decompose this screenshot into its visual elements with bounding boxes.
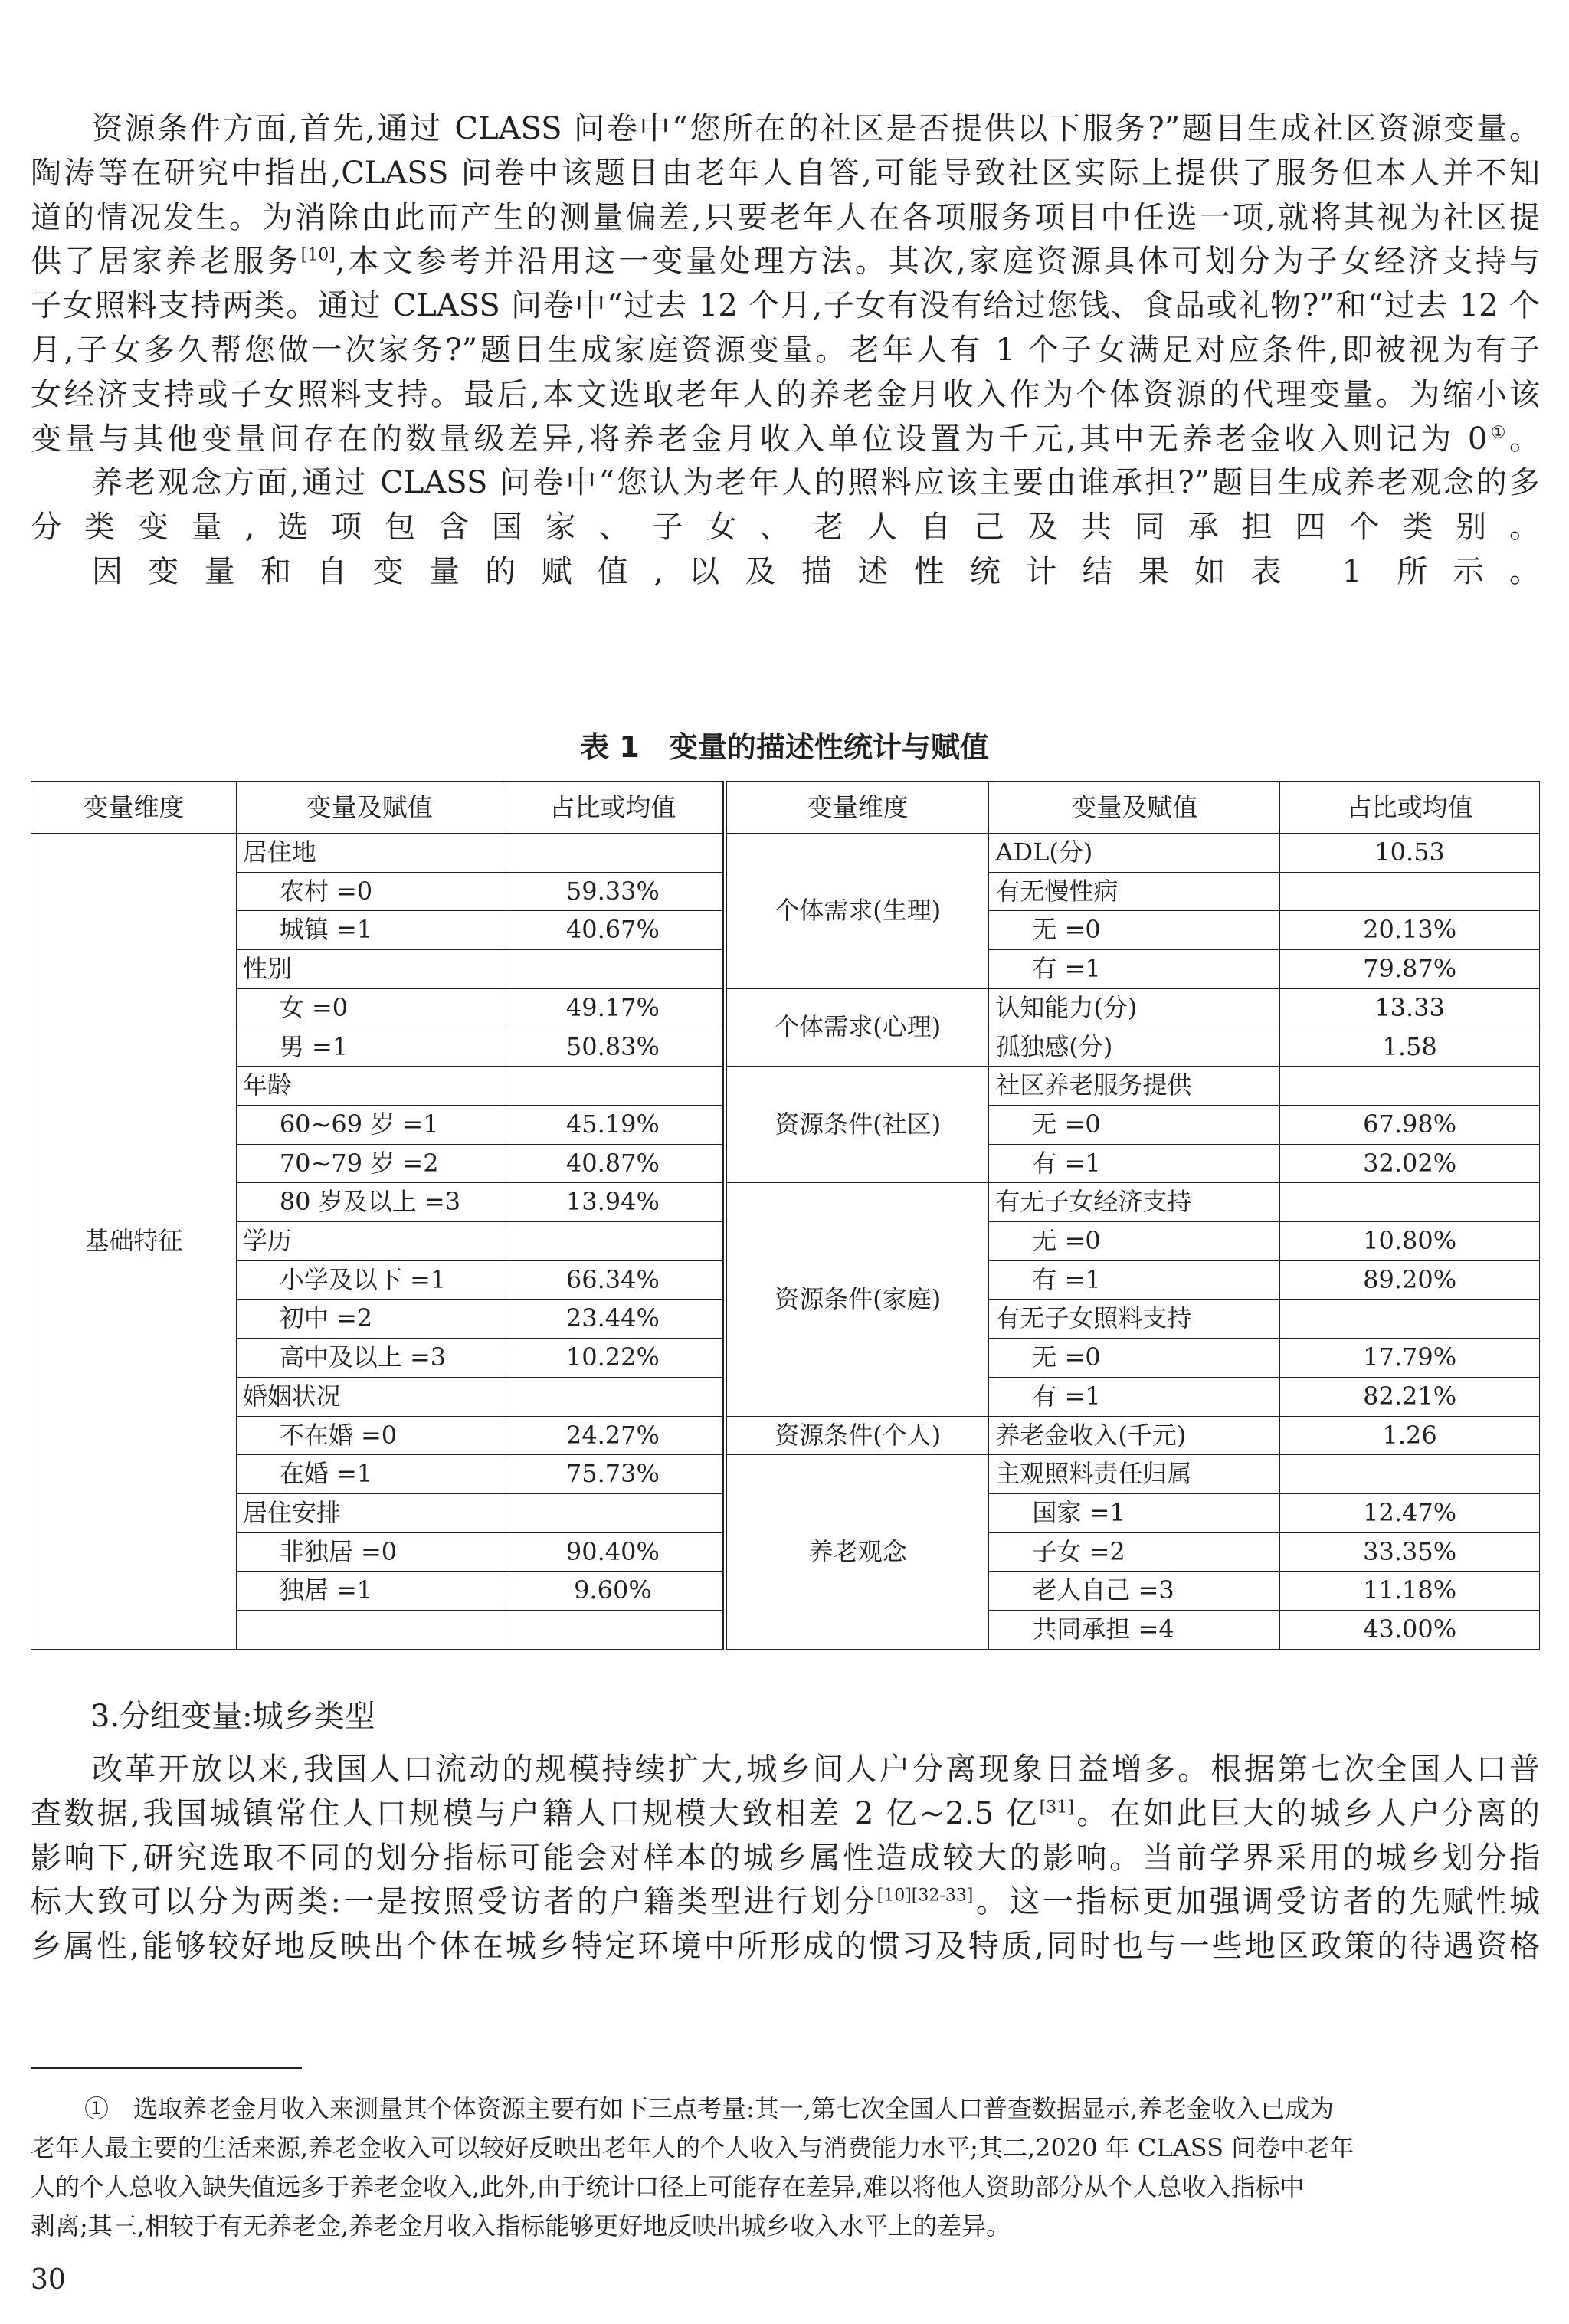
value-cell bbox=[503, 1611, 725, 1650]
value-cell: 66.34% bbox=[503, 1260, 725, 1300]
text-fragment: 供了居家养老服务 bbox=[31, 244, 301, 280]
value-cell: 90.40% bbox=[503, 1532, 725, 1572]
variable-cell: 婚姻状况 bbox=[236, 1377, 503, 1416]
column-header: 变量维度 bbox=[725, 782, 989, 834]
text-fragment: 。这一指标更加强调受访者的先赋性城 bbox=[973, 1884, 1540, 1920]
value-cell: 24.27% bbox=[503, 1416, 725, 1455]
text-line: 陶涛等在研究中指出,CLASS 问卷中该题目由老年人自答,可能导致社区实际上提供了服务但本人并不知 bbox=[31, 155, 1540, 191]
column-header: 占比或均值 bbox=[503, 782, 725, 834]
variable-cell: 有 =1 bbox=[989, 1260, 1280, 1300]
variable-cell: 无 =0 bbox=[989, 911, 1280, 950]
table-header-row bbox=[31, 782, 1540, 834]
variable-cell: 养老金收入(千元) bbox=[989, 1416, 1280, 1455]
value-cell bbox=[503, 1067, 725, 1106]
variable-cell: 农村 =0 bbox=[236, 872, 503, 911]
variable-cell bbox=[236, 1611, 503, 1650]
footnote-line: 老年人最主要的生活来源,养老金收入可以较好反映出老年人的个人收入与消费能力水平;其二,2020 年 CLASS 问卷中老年 bbox=[31, 2133, 1354, 2162]
text-fragment: 。在如此巨大的城乡人户分离的 bbox=[1073, 1795, 1540, 1831]
footnote-marker: ① bbox=[1487, 423, 1509, 443]
value-cell: 79.87% bbox=[1280, 950, 1540, 989]
value-cell: 17.79% bbox=[1280, 1339, 1540, 1378]
column-header: 变量及赋值 bbox=[236, 782, 503, 834]
descriptive-stats-table bbox=[31, 781, 1540, 1650]
variable-cell: 有 =1 bbox=[989, 950, 1280, 989]
text-line: 因变量和自变量的赋值,以及描述性统计结果如表 1 所示。 bbox=[92, 553, 1540, 589]
value-cell: 82.21% bbox=[1280, 1377, 1540, 1416]
value-cell bbox=[503, 950, 725, 989]
value-cell: 50.83% bbox=[503, 1028, 725, 1067]
variable-cell: 男 =1 bbox=[236, 1028, 503, 1067]
dimension-cell: 个体需求(心理) bbox=[725, 988, 989, 1066]
text-line: 女经济支持或子女照料支持。最后,本文选取老年人的养老金月收入作为个体资源的代理变量。为缩小该 bbox=[31, 376, 1540, 412]
citation: [10][32-33] bbox=[876, 1886, 974, 1906]
value-cell: 9.60% bbox=[503, 1572, 725, 1611]
variable-cell: 有无子女经济支持 bbox=[989, 1183, 1280, 1222]
variable-cell: 城镇 =1 bbox=[236, 911, 503, 950]
variable-cell: 有 =1 bbox=[989, 1144, 1280, 1183]
value-cell: 33.35% bbox=[1280, 1532, 1540, 1572]
text-fragment: 标大致可以分为两类:一是按照受访者的户籍类型进行划分 bbox=[31, 1884, 877, 1920]
text-line: 道的情况发生。为消除由此而产生的测量偏差,只要老年人在各项服务项目中任选一项,就将其视为社区提 bbox=[31, 199, 1540, 235]
text-fragment: 变量与其他变量间存在的数量级差异,将养老金月收入单位设置为千元,其中无养老金收入则记为 0 bbox=[31, 421, 1488, 457]
table-row bbox=[31, 1455, 1540, 1494]
footnote-marker: ① bbox=[84, 2094, 110, 2123]
value-cell: 13.33 bbox=[1280, 988, 1540, 1028]
footnote-line bbox=[31, 2090, 1540, 2129]
value-cell: 40.67% bbox=[503, 911, 725, 950]
column-header: 占比或均值 bbox=[1280, 782, 1540, 834]
text-line: 养老观念方面,通过 CLASS 问卷中“您认为老年人的照料应该主要由谁承担?”题目生成养老观念的多 bbox=[92, 465, 1540, 501]
variable-cell: 学历 bbox=[236, 1222, 503, 1261]
value-cell bbox=[503, 1377, 725, 1416]
variable-cell: 无 =0 bbox=[989, 1339, 1280, 1378]
variable-cell: 有 =1 bbox=[989, 1377, 1280, 1416]
variable-cell: 社区养老服务提供 bbox=[989, 1067, 1280, 1106]
section-heading: 3.分组变量:城乡类型 bbox=[90, 1699, 375, 1734]
text-fragment: 。 bbox=[1509, 421, 1540, 457]
variable-cell: ADL(分) bbox=[989, 834, 1280, 873]
text-line: 影响下,研究选取不同的划分指标可能会对样本的城乡属性造成较大的影响。当前学界采用的城乡划分指 bbox=[31, 1840, 1540, 1876]
variable-cell: 国家 =1 bbox=[989, 1493, 1280, 1532]
variable-cell: 无 =0 bbox=[989, 1105, 1280, 1144]
footnote bbox=[31, 2090, 1540, 2246]
text-fragment: 选取养老金月收入来测量其个体资源主要有如下三点考量:其一,第七次全国人口普查数据显示,养老金收入已成为 bbox=[109, 2094, 1335, 2123]
column-header: 变量维度 bbox=[31, 782, 237, 834]
dimension-cell: 资源条件(个人) bbox=[725, 1416, 989, 1455]
value-cell: 59.33% bbox=[503, 872, 725, 911]
text-line: 分类变量,选项包含国家、子女、老人自己及共同承担四个类别。 bbox=[31, 510, 1540, 546]
variable-cell: 小学及以下 =1 bbox=[236, 1260, 503, 1300]
footnote-line: 剥离;其三,相较于有无养老金,养老金月收入指标能够更好地反映出城乡收入水平上的差异。 bbox=[31, 2211, 1011, 2240]
value-cell: 67.98% bbox=[1280, 1105, 1540, 1144]
value-cell: 20.13% bbox=[1280, 911, 1540, 950]
value-cell bbox=[1280, 1067, 1540, 1106]
variable-cell: 无 =0 bbox=[989, 1222, 1280, 1261]
variable-cell: 子女 =2 bbox=[989, 1532, 1280, 1572]
variable-cell: 孤独感(分) bbox=[989, 1028, 1280, 1067]
text-fragment: 查数据,我国城镇常住人口规模与户籍人口规模大致相差 2 亿~2.5 亿 bbox=[31, 1795, 1040, 1831]
text-line: 乡属性,能够较好地反映出个体在城乡特定环境中所形成的惯习及特质,同时也与一些地区政策的待遇资格 bbox=[31, 1929, 1540, 1965]
value-cell bbox=[503, 1222, 725, 1261]
variable-cell: 有无慢性病 bbox=[989, 872, 1280, 911]
value-cell bbox=[1280, 872, 1540, 911]
body-paragraph-resources bbox=[31, 107, 1540, 595]
variable-cell: 独居 =1 bbox=[236, 1572, 503, 1611]
variable-cell: 在婚 =1 bbox=[236, 1455, 503, 1494]
table-body bbox=[31, 834, 1540, 1650]
variable-cell: 有无子女照料支持 bbox=[989, 1300, 1280, 1339]
text-line bbox=[31, 418, 1540, 462]
value-cell bbox=[1280, 1183, 1540, 1222]
dimension-cell: 资源条件(社区) bbox=[725, 1067, 989, 1183]
column-header: 变量及赋值 bbox=[989, 782, 1280, 834]
value-cell: 23.44% bbox=[503, 1300, 725, 1339]
table-row bbox=[31, 1067, 1540, 1106]
value-cell: 12.47% bbox=[1280, 1493, 1540, 1532]
value-cell: 89.20% bbox=[1280, 1260, 1540, 1300]
dimension-cell: 资源条件(家庭) bbox=[725, 1183, 989, 1416]
value-cell: 45.19% bbox=[503, 1105, 725, 1144]
body-paragraph-urban-rural bbox=[31, 1748, 1540, 1969]
value-cell: 10.53 bbox=[1280, 834, 1540, 873]
variable-cell: 初中 =2 bbox=[236, 1300, 503, 1339]
text-line: 子女照料支持两类。通过 CLASS 问卷中“过去 12 个月,子女有没有给过您钱、食品或礼物?”和“过去 12 个 bbox=[31, 288, 1540, 324]
variable-cell: 年龄 bbox=[236, 1067, 503, 1106]
variable-cell: 居住地 bbox=[236, 834, 503, 873]
value-cell: 1.26 bbox=[1280, 1416, 1540, 1455]
text-line bbox=[31, 1792, 1540, 1837]
text-line bbox=[31, 240, 1540, 284]
value-cell: 75.73% bbox=[503, 1455, 725, 1494]
table-row bbox=[31, 834, 1540, 873]
variable-cell: 70~79 岁 =2 bbox=[236, 1144, 503, 1183]
value-cell: 32.02% bbox=[1280, 1144, 1540, 1183]
value-cell bbox=[1280, 1300, 1540, 1339]
citation: [31] bbox=[1039, 1798, 1074, 1818]
footnote-divider bbox=[31, 2067, 302, 2069]
variable-cell: 居住安排 bbox=[236, 1493, 503, 1532]
value-cell: 1.58 bbox=[1280, 1028, 1540, 1067]
text-fragment: ,本文参考并沿用这一变量处理方法。其次,家庭资源具体可划分为子女经济支持与 bbox=[335, 244, 1540, 280]
value-cell: 10.80% bbox=[1280, 1222, 1540, 1261]
variable-cell: 不在婚 =0 bbox=[236, 1416, 503, 1455]
text-line: 资源条件方面,首先,通过 CLASS 问卷中“您所在的社区是否提供以下服务?”题目生成社区资源变量。 bbox=[92, 111, 1540, 146]
page-number: 30 bbox=[31, 2264, 66, 2296]
footnote-line: 人的个人总收入缺失值远多于养老金收入,此外,由于统计口径上可能存在差异,难以将他人资助部分从个人总收入指标中 bbox=[31, 2172, 1305, 2201]
variable-cell: 主观照料责任归属 bbox=[989, 1455, 1280, 1494]
citation: [10] bbox=[300, 246, 336, 266]
variable-cell: 80 岁及以上 =3 bbox=[236, 1183, 503, 1222]
table-row bbox=[31, 1183, 1540, 1222]
dimension-cell: 养老观念 bbox=[725, 1455, 989, 1650]
value-cell bbox=[1280, 1455, 1540, 1494]
value-cell bbox=[503, 1493, 725, 1532]
dimension-cell: 个体需求(生理) bbox=[725, 834, 989, 989]
table-row bbox=[31, 1416, 1540, 1455]
variable-cell: 性别 bbox=[236, 950, 503, 989]
value-cell: 11.18% bbox=[1280, 1572, 1540, 1611]
variable-cell: 60~69 岁 =1 bbox=[236, 1105, 503, 1144]
dimension-cell: 基础特征 bbox=[31, 834, 237, 1650]
variable-cell: 认知能力(分) bbox=[989, 988, 1280, 1028]
variable-cell: 高中及以上 =3 bbox=[236, 1339, 503, 1378]
table-row bbox=[31, 988, 1540, 1028]
variable-cell: 共同承担 =4 bbox=[989, 1611, 1280, 1650]
text-line: 月,子女多久帮您做一次家务?”题目生成家庭资源变量。老年人有 1 个子女满足对应条件,即被视为有子 bbox=[31, 332, 1540, 368]
text-line: 改革开放以来,我国人口流动的规模持续扩大,城乡间人户分离现象日益增多。根据第七次全国人口普 bbox=[92, 1752, 1540, 1787]
text-line bbox=[31, 1880, 1540, 1925]
value-cell: 40.87% bbox=[503, 1144, 725, 1183]
value-cell: 43.00% bbox=[1280, 1611, 1540, 1650]
value-cell bbox=[503, 834, 725, 873]
value-cell: 13.94% bbox=[503, 1183, 725, 1222]
variable-cell: 非独居 =0 bbox=[236, 1532, 503, 1572]
value-cell: 10.22% bbox=[503, 1339, 725, 1378]
value-cell: 49.17% bbox=[503, 988, 725, 1028]
table-title: 表 1 变量的描述性统计与赋值 bbox=[580, 730, 989, 764]
variable-cell: 女 =0 bbox=[236, 988, 503, 1028]
variable-cell: 老人自己 =3 bbox=[989, 1572, 1280, 1611]
